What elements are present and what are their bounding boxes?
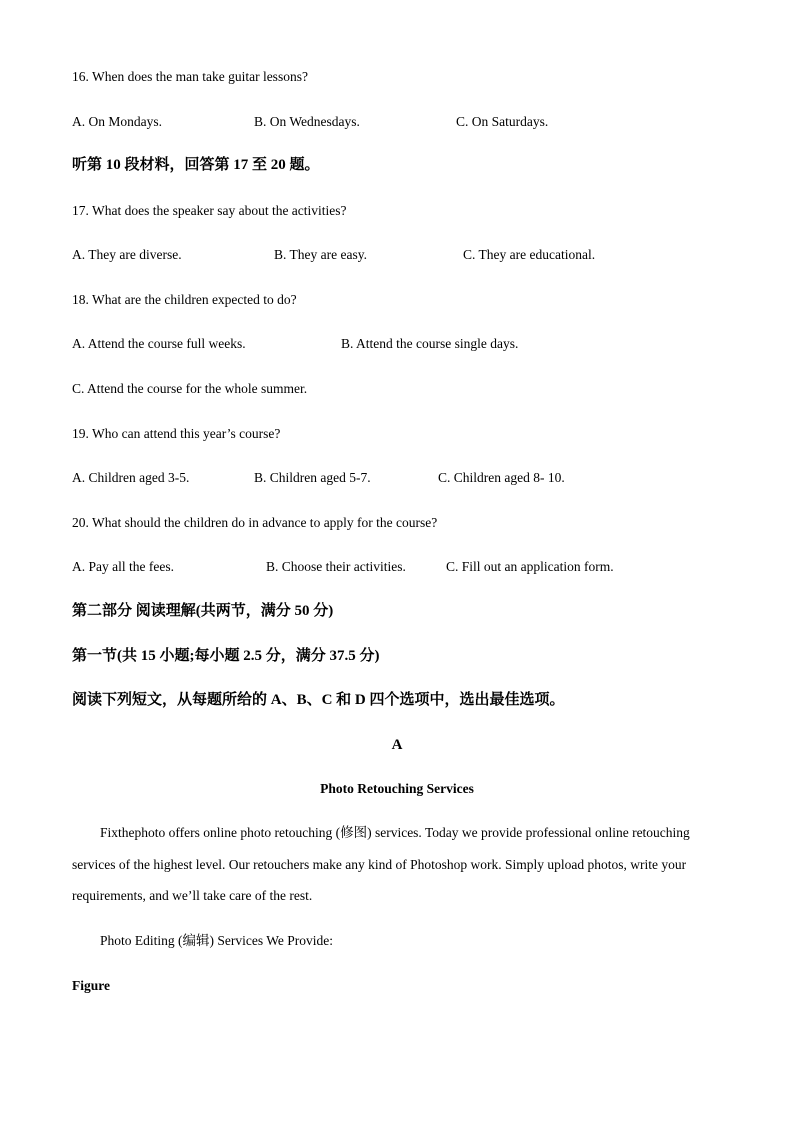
- q19-option-b: B. Children aged 5-7.: [254, 470, 371, 485]
- q18-option-a: A. Attend the course full weeks.: [72, 336, 246, 351]
- passage-title: Photo Retouching Services: [320, 781, 474, 796]
- passage-paragraph: Fixthephoto offers online photo retouching (修图) services. Today we provide professional online retouching services of the highest level. Our retouchers make any kind of Photoshop work. Simply upload photos, write your requirements, and we’ll take care of the rest.: [72, 825, 690, 903]
- q16-option-b: B. On Wednesdays.: [254, 114, 360, 129]
- q19-option-a: A. Children aged 3-5.: [72, 470, 190, 485]
- question-20: 20. What should the children do in advance to apply for the course?: [72, 515, 438, 530]
- question-18: 18. What are the children expected to do?: [72, 292, 297, 307]
- passage-label: A: [391, 737, 403, 753]
- q17-option-a: A. They are diverse.: [72, 247, 182, 262]
- q16-option-a: A. On Mondays.: [72, 114, 162, 129]
- figure-label: Figure: [72, 978, 110, 993]
- question-17: 17. What does the speaker say about the activities?: [72, 203, 347, 218]
- reading-instructions: 阅读下列短文，从每题所给的 A、B、C 和 D 四个选项中，选出最佳选项。: [72, 692, 565, 708]
- services-intro-line: Photo Editing (编辑) Services We Provide:: [100, 933, 334, 948]
- question-19: 19. Who can attend this year’s course?: [72, 426, 281, 441]
- q17-option-c: C. They are educational.: [463, 247, 596, 262]
- section-1-title: 第一节(共 15 小题;每小题 2.5 分，满分 37.5 分): [72, 648, 380, 664]
- q20-option-a: A. Pay all the fees.: [72, 559, 174, 574]
- q19-option-c: C. Children aged 8- 10.: [438, 470, 565, 485]
- section-10-heading: 听第 10 段材料，回答第 17 至 20 题。: [72, 157, 320, 173]
- q20-option-c: C. Fill out an application form.: [446, 559, 614, 574]
- q16-option-c: C. On Saturdays.: [456, 114, 549, 129]
- q18-option-c: C. Attend the course for the whole summer.: [72, 381, 308, 396]
- q20-option-b: B. Choose their activities.: [266, 559, 406, 574]
- q18-option-b: B. Attend the course single days.: [341, 336, 519, 351]
- q17-option-b: B. They are easy.: [274, 247, 367, 262]
- question-16: 16. When does the man take guitar lessons?: [72, 69, 308, 84]
- part-2-title: 第二部分 阅读理解(共两节，满分 50 分): [72, 603, 334, 619]
